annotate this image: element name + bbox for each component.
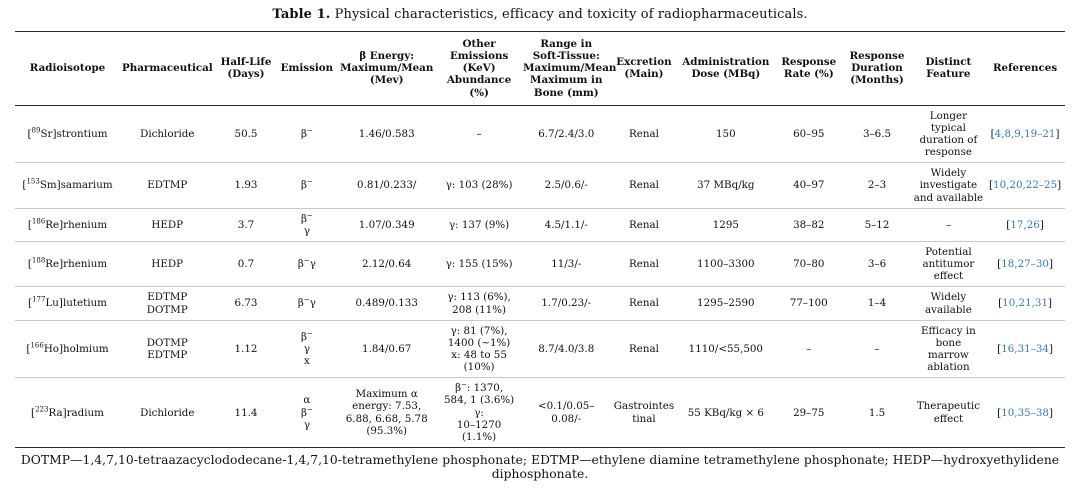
table-cell-references: [10,21,31] <box>985 287 1065 320</box>
table-cell-response: 60–95 <box>775 105 842 163</box>
table-cell-emission: β− <box>278 163 337 208</box>
column-header-excretion: Excretion (Main) <box>611 32 676 106</box>
table-cell-energy: 1.46/0.583 <box>336 105 437 163</box>
table-cell-emission: β− γ <box>278 208 337 241</box>
table-cell-energy: 1.07/0.349 <box>336 208 437 241</box>
table-cell-response: 1–4 <box>842 287 911 320</box>
table-body <box>15 105 1065 447</box>
table-cell-other: β−: 1370, 584, 1 (3.6%) γ: 10–1270 (1.1%) <box>437 378 521 448</box>
table-cell-distinct: Potential antitumor effect <box>912 241 986 286</box>
table-cell-response: – <box>775 320 842 378</box>
table-row <box>15 241 1065 286</box>
column-header-range-in: Range in Soft-Tissue: Maximum/Mean Maximum in Bone (mm) <box>521 32 611 106</box>
table-cell-references: [17,26] <box>985 208 1065 241</box>
table-cell-half-life: 3.7 <box>215 208 278 241</box>
table-cell-response: – <box>842 320 911 378</box>
table-cell-radioisotope: [$^{166}$Ho]holmium <box>15 320 120 378</box>
table-cell-response: 1.5 <box>842 378 911 448</box>
table-cell-pharmaceutical: Dichloride <box>120 105 215 163</box>
column-header-other: Other Emissions (KeV) Abundance (%) <box>437 32 521 106</box>
table-cell-energy: 2.12/0.64 <box>336 241 437 286</box>
reference-link[interactable]: 16,31–34 <box>1001 342 1049 355</box>
table-cell-half-life: 11.4 <box>215 378 278 448</box>
table-cell-excretion: Renal <box>611 208 676 241</box>
table-cell-pharmaceutical: DOTMP EDTMP <box>120 320 215 378</box>
reference-link[interactable]: 17,26 <box>1010 218 1040 231</box>
table-cell-half-life: 1.12 <box>215 320 278 378</box>
table-cell-excretion: Renal <box>611 287 676 320</box>
table-header <box>15 32 1065 106</box>
table-footnote: DOTMP—1,4,7,10-tetraazacyclododecane-1,4,7,10-tetramethylene phosphonate; EDTMP—ethylene diamine tetramethylene phosphonate; HEDP—hydroxyethylidene diphosphonate. <box>20 452 1060 481</box>
table-row <box>15 105 1065 163</box>
reference-link[interactable]: 18,27–30 <box>1001 258 1049 271</box>
column-header-emission: Emission <box>278 32 337 106</box>
reference-link[interactable]: 10,35–38 <box>1001 406 1049 419</box>
table-cell-emission: α β− γ <box>278 378 337 448</box>
table-cell-radioisotope: [$^{89}$Sr]strontium <box>15 105 120 163</box>
table-cell-references: [16,31–34] <box>985 320 1065 378</box>
table-cell-response: 29–75 <box>775 378 842 448</box>
table-cell-radioisotope: [$^{186}$Re]rhenium <box>15 208 120 241</box>
table-cell-administration: 55 KBq/kg × 6 <box>676 378 775 448</box>
table-cell-other: γ: 113 (6%), 208 (11%) <box>437 287 521 320</box>
table-cell-emission: β− <box>278 105 337 163</box>
column-header-references: References <box>985 32 1065 106</box>
table-cell-response: 5–12 <box>842 208 911 241</box>
table-cell-energy: 0.489/0.133 <box>336 287 437 320</box>
table-cell-range-in: <0.1/0.05–0.08/- <box>521 378 611 448</box>
table-cell-response: 77–100 <box>775 287 842 320</box>
table-row <box>15 163 1065 208</box>
table-cell-response: 40–97 <box>775 163 842 208</box>
table-cell-range-in: 4.5/1.1/- <box>521 208 611 241</box>
table-cell-pharmaceutical: EDTMP <box>120 163 215 208</box>
table-cell-references: [4,8,9,19–21] <box>985 105 1065 163</box>
table-cell-administration: 1295 <box>676 208 775 241</box>
table-cell-response: 70–80 <box>775 241 842 286</box>
column-header-response: Response Duration (Months) <box>842 32 911 106</box>
table-cell-radioisotope: [$^{177}$Lu]lutetium <box>15 287 120 320</box>
table-cell-half-life: 1.93 <box>215 163 278 208</box>
table-cell-response: 3–6 <box>842 241 911 286</box>
table-cell-pharmaceutical: EDTMP DOTMP <box>120 287 215 320</box>
reference-link[interactable]: 4,8,9,19–21 <box>994 127 1056 140</box>
table-cell-administration: 37 MBq/kg <box>676 163 775 208</box>
table-cell-excretion: Renal <box>611 105 676 163</box>
table-cell-range-in: 2.5/0.6/- <box>521 163 611 208</box>
table-cell-references: [10,35–38] <box>985 378 1065 448</box>
table-cell-range-in: 11/3/- <box>521 241 611 286</box>
table-cell-pharmaceutical: HEDP <box>120 241 215 286</box>
table-cell-emission: β−γ <box>278 241 337 286</box>
reference-link[interactable]: 10,20,22–25 <box>993 179 1058 192</box>
table-cell-other: γ: 137 (9%) <box>437 208 521 241</box>
table-cell-energy: 0.81/0.233/ <box>336 163 437 208</box>
table-cell-distinct: Widely investigate and available <box>912 163 986 208</box>
table-cell-distinct: – <box>912 208 986 241</box>
column-header-energy: β Energy: Maximum/Mean (Mev) <box>336 32 437 106</box>
table-cell-pharmaceutical: HEDP <box>120 208 215 241</box>
reference-link[interactable]: 10,21,31 <box>1002 297 1048 310</box>
table-cell-distinct: Longer typical duration of response <box>912 105 986 163</box>
table-row <box>15 320 1065 378</box>
table-cell-references: [18,27–30] <box>985 241 1065 286</box>
radiopharmaceuticals-table <box>15 31 1065 448</box>
table-cell-radioisotope: [$^{223}$Ra]radium <box>15 378 120 448</box>
table-caption-text: Physical characteristics, efficacy and toxicity of radiopharmaceuticals. <box>330 7 808 22</box>
table-cell-range-in: 8.7/4.0/3.8 <box>521 320 611 378</box>
table-header-row <box>15 32 1065 106</box>
column-header-radioisotope: Radioisotope <box>15 32 120 106</box>
table-cell-distinct: Therapeutic effect <box>912 378 986 448</box>
column-header-distinct: Distinct Feature <box>912 32 986 106</box>
table-cell-response: 2–3 <box>842 163 911 208</box>
table-cell-other: γ: 155 (15%) <box>437 241 521 286</box>
table-cell-pharmaceutical: Dichloride <box>120 378 215 448</box>
table-cell-half-life: 50.5 <box>215 105 278 163</box>
table-cell-distinct: Widely available <box>912 287 986 320</box>
table-cell-other: – <box>437 105 521 163</box>
table-cell-radioisotope: [$^{153}$Sm]samarium <box>15 163 120 208</box>
table-cell-response: 3–6.5 <box>842 105 911 163</box>
table-cell-energy: 1.84/0.67 <box>336 320 437 378</box>
column-header-response: Response Rate (%) <box>775 32 842 106</box>
table-cell-other: γ: 103 (28%) <box>437 163 521 208</box>
column-header-pharmaceutical: Pharmaceutical <box>120 32 215 106</box>
table-cell-range-in: 1.7/0.23/- <box>521 287 611 320</box>
table-cell-administration: 150 <box>676 105 775 163</box>
table-cell-administration: 1110/<55,500 <box>676 320 775 378</box>
table-cell-distinct: Efficacy in bone marrow ablation <box>912 320 986 378</box>
column-header-half-life: Half-Life (Days) <box>215 32 278 106</box>
table-cell-energy: Maximum α energy: 7.53, 6.88, 6.68, 5.78 (95.3%) <box>336 378 437 448</box>
table-caption-label: Table 1. <box>272 7 331 22</box>
table-cell-radioisotope: [$^{188}$Re]rhenium <box>15 241 120 286</box>
table-cell-excretion: Renal <box>611 320 676 378</box>
table-caption <box>15 7 1065 22</box>
table-row <box>15 378 1065 448</box>
table-cell-references: [10,20,22–25] <box>985 163 1065 208</box>
table-cell-administration: 1100–3300 <box>676 241 775 286</box>
table-cell-excretion: Renal <box>611 241 676 286</box>
table-cell-excretion: Gastrointestinal <box>611 378 676 448</box>
table-cell-range-in: 6.7/2.4/3.0 <box>521 105 611 163</box>
table-cell-excretion: Renal <box>611 163 676 208</box>
table-cell-half-life: 6.73 <box>215 287 278 320</box>
table-cell-emission: β−γ <box>278 287 337 320</box>
table-cell-other: γ: 81 (7%), 1400 (~1%) x: 48 to 55 (10%) <box>437 320 521 378</box>
table-cell-half-life: 0.7 <box>215 241 278 286</box>
table-cell-emission: β− γ x <box>278 320 337 378</box>
table-row <box>15 208 1065 241</box>
table-cell-response: 38–82 <box>775 208 842 241</box>
column-header-administration: Administration Dose (MBq) <box>676 32 775 106</box>
table-cell-administration: 1295–2590 <box>676 287 775 320</box>
table-row <box>15 287 1065 320</box>
